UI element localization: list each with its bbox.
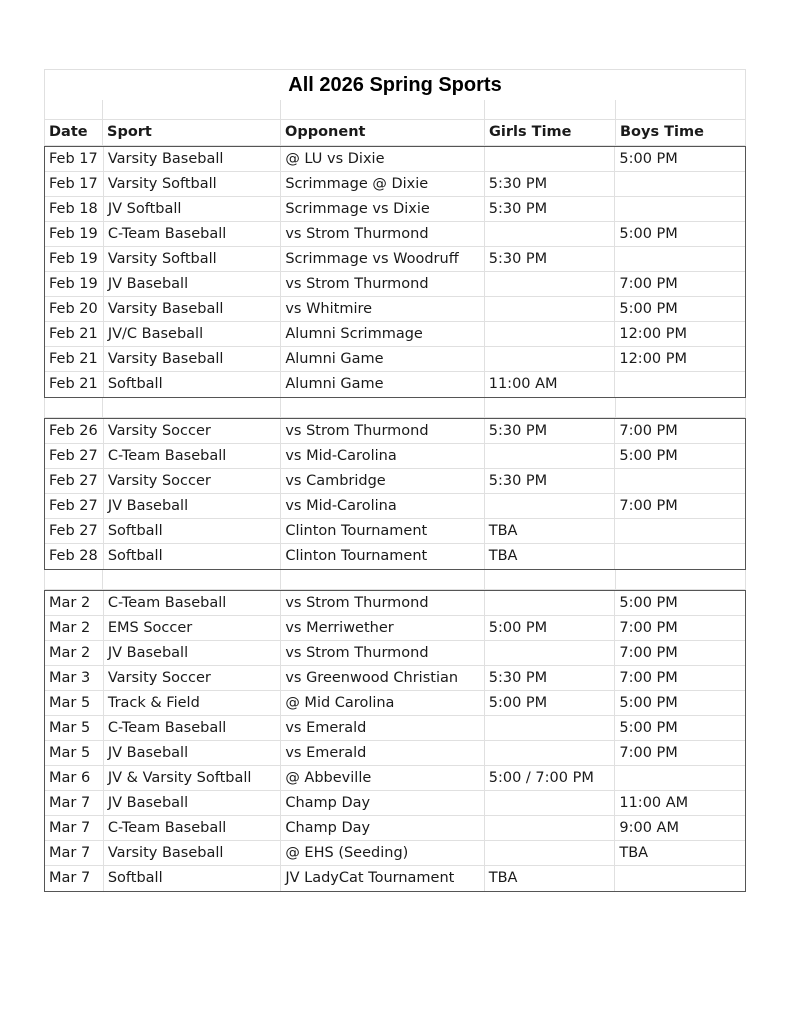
- date-cell: Feb 17: [45, 172, 104, 197]
- sport-cell: Varsity Baseball: [104, 347, 281, 372]
- date-cell: Feb 27: [45, 519, 104, 544]
- girls-time-cell: [485, 791, 616, 816]
- schedule-group: [44, 418, 746, 570]
- opponent-cell: Scrimmage vs Dixie: [281, 197, 484, 222]
- boys-time-cell: 7:00 PM: [615, 272, 745, 297]
- header-boys-time: Boys Time: [616, 120, 746, 146]
- opponent-cell: vs Strom Thurmond: [281, 272, 484, 297]
- opponent-cell: Alumni Game: [281, 347, 484, 372]
- sport-cell: Varsity Softball: [104, 172, 281, 197]
- date-cell: Mar 5: [45, 716, 104, 741]
- sport-cell: C-Team Baseball: [104, 816, 281, 841]
- table-row: [45, 641, 745, 666]
- gap-row: [44, 570, 746, 590]
- table-row: [45, 791, 745, 816]
- sport-cell: JV/C Baseball: [104, 322, 281, 347]
- sport-cell: Varsity Soccer: [104, 469, 281, 494]
- header-opponent: Opponent: [281, 120, 485, 146]
- date-cell: Feb 27: [45, 469, 104, 494]
- opponent-cell: @ Mid Carolina: [281, 691, 484, 716]
- sport-cell: Varsity Soccer: [104, 419, 281, 444]
- boys-time-cell: 7:00 PM: [615, 419, 745, 444]
- boys-time-cell: 5:00 PM: [615, 591, 745, 616]
- boys-time-cell: 5:00 PM: [615, 147, 745, 172]
- table-row: [45, 741, 745, 766]
- table-row: [45, 419, 745, 444]
- sport-cell: EMS Soccer: [104, 616, 281, 641]
- girls-time-cell: 5:00 PM: [485, 691, 616, 716]
- table-row: [45, 322, 745, 347]
- boys-time-cell: 11:00 AM: [615, 791, 745, 816]
- sport-cell: C-Team Baseball: [104, 591, 281, 616]
- girls-time-cell: [485, 641, 616, 666]
- girls-time-cell: [485, 741, 616, 766]
- sport-cell: Varsity Softball: [104, 247, 281, 272]
- date-cell: Feb 28: [45, 544, 104, 569]
- gap-row: [44, 398, 746, 418]
- sport-cell: C-Team Baseball: [104, 444, 281, 469]
- schedule-body: [44, 146, 746, 892]
- table-row: [45, 197, 745, 222]
- opponent-cell: Scrimmage vs Woodruff: [281, 247, 484, 272]
- girls-time-cell: [485, 494, 616, 519]
- date-cell: Mar 2: [45, 616, 104, 641]
- table-row: [45, 866, 745, 891]
- boys-time-cell: 5:00 PM: [615, 716, 745, 741]
- boys-time-cell: [615, 172, 745, 197]
- sport-cell: JV Baseball: [104, 272, 281, 297]
- blank-row: [44, 100, 746, 120]
- table-row: [45, 716, 745, 741]
- opponent-cell: Champ Day: [281, 816, 484, 841]
- sport-cell: Varsity Baseball: [104, 147, 281, 172]
- opponent-cell: JV LadyCat Tournament: [281, 866, 484, 891]
- table-row: [45, 297, 745, 322]
- header-row: [44, 120, 746, 146]
- date-cell: Mar 2: [45, 591, 104, 616]
- table-row: [45, 469, 745, 494]
- boys-time-cell: 5:00 PM: [615, 691, 745, 716]
- date-cell: Mar 5: [45, 691, 104, 716]
- table-row: [45, 372, 745, 397]
- date-cell: Feb 27: [45, 444, 104, 469]
- girls-time-cell: 5:30 PM: [485, 666, 616, 691]
- date-cell: Feb 19: [45, 247, 104, 272]
- girls-time-cell: [485, 272, 616, 297]
- table-row: [45, 272, 745, 297]
- date-cell: Feb 19: [45, 222, 104, 247]
- boys-time-cell: 7:00 PM: [615, 641, 745, 666]
- sport-cell: Softball: [104, 866, 281, 891]
- table-row: [45, 147, 745, 172]
- boys-time-cell: 5:00 PM: [615, 297, 745, 322]
- sport-cell: JV Softball: [104, 197, 281, 222]
- opponent-cell: @ LU vs Dixie: [281, 147, 484, 172]
- date-cell: Feb 21: [45, 372, 104, 397]
- girls-time-cell: 5:30 PM: [485, 419, 616, 444]
- boys-time-cell: 5:00 PM: [615, 222, 745, 247]
- sport-cell: Varsity Baseball: [104, 841, 281, 866]
- girls-time-cell: 5:30 PM: [485, 172, 616, 197]
- opponent-cell: @ EHS (Seeding): [281, 841, 484, 866]
- schedule-group: [44, 590, 746, 892]
- opponent-cell: @ Abbeville: [281, 766, 484, 791]
- table-row: [45, 247, 745, 272]
- boys-time-cell: 7:00 PM: [615, 494, 745, 519]
- boys-time-cell: 7:00 PM: [615, 616, 745, 641]
- opponent-cell: vs Mid-Carolina: [281, 444, 484, 469]
- date-cell: Mar 2: [45, 641, 104, 666]
- opponent-cell: Alumni Game: [281, 372, 484, 397]
- sport-cell: Track & Field: [104, 691, 281, 716]
- sport-cell: C-Team Baseball: [104, 716, 281, 741]
- opponent-cell: Clinton Tournament: [281, 544, 484, 569]
- date-cell: Mar 7: [45, 866, 104, 891]
- table-row: [45, 766, 745, 791]
- header-sport: Sport: [103, 120, 281, 146]
- date-cell: Feb 27: [45, 494, 104, 519]
- date-cell: Mar 3: [45, 666, 104, 691]
- date-cell: Mar 7: [45, 791, 104, 816]
- date-cell: Mar 7: [45, 816, 104, 841]
- girls-time-cell: TBA: [485, 866, 616, 891]
- opponent-cell: Alumni Scrimmage: [281, 322, 484, 347]
- date-cell: Feb 21: [45, 347, 104, 372]
- girls-time-cell: 5:00 / 7:00 PM: [485, 766, 616, 791]
- girls-time-cell: [485, 816, 616, 841]
- header-girls-time: Girls Time: [485, 120, 616, 146]
- sport-cell: JV Baseball: [104, 494, 281, 519]
- girls-time-cell: [485, 147, 616, 172]
- girls-time-cell: [485, 591, 616, 616]
- boys-time-cell: [615, 469, 745, 494]
- opponent-cell: vs Mid-Carolina: [281, 494, 484, 519]
- schedule-group: [44, 146, 746, 398]
- opponent-cell: vs Strom Thurmond: [281, 419, 484, 444]
- table-row: [45, 816, 745, 841]
- schedule-sheet: [44, 69, 746, 892]
- boys-time-cell: [615, 372, 745, 397]
- boys-time-cell: 12:00 PM: [615, 322, 745, 347]
- boys-time-cell: 7:00 PM: [615, 741, 745, 766]
- table-row: [45, 519, 745, 544]
- boys-time-cell: [615, 519, 745, 544]
- table-row: [45, 544, 745, 569]
- table-row: [45, 691, 745, 716]
- table-row: [45, 444, 745, 469]
- header-date: Date: [44, 120, 103, 146]
- table-row: [45, 347, 745, 372]
- sport-cell: Softball: [104, 372, 281, 397]
- date-cell: Mar 7: [45, 841, 104, 866]
- girls-time-cell: TBA: [485, 544, 616, 569]
- opponent-cell: vs Cambridge: [281, 469, 484, 494]
- girls-time-cell: [485, 222, 616, 247]
- boys-time-cell: [615, 766, 745, 791]
- table-row: [45, 172, 745, 197]
- sport-cell: JV & Varsity Softball: [104, 766, 281, 791]
- table-row: [45, 841, 745, 866]
- table-row: [45, 494, 745, 519]
- opponent-cell: vs Merriwether: [281, 616, 484, 641]
- girls-time-cell: [485, 297, 616, 322]
- opponent-cell: Champ Day: [281, 791, 484, 816]
- girls-time-cell: [485, 716, 616, 741]
- date-cell: Feb 17: [45, 147, 104, 172]
- girls-time-cell: 5:30 PM: [485, 247, 616, 272]
- sport-cell: JV Baseball: [104, 791, 281, 816]
- sport-cell: JV Baseball: [104, 641, 281, 666]
- girls-time-cell: [485, 444, 616, 469]
- title-cell: [44, 69, 746, 100]
- boys-time-cell: [615, 197, 745, 222]
- sport-cell: Varsity Soccer: [104, 666, 281, 691]
- girls-time-cell: [485, 347, 616, 372]
- opponent-cell: vs Strom Thurmond: [281, 641, 484, 666]
- opponent-cell: vs Emerald: [281, 716, 484, 741]
- opponent-cell: vs Emerald: [281, 741, 484, 766]
- opponent-cell: vs Greenwood Christian: [281, 666, 484, 691]
- table-row: [45, 666, 745, 691]
- girls-time-cell: TBA: [485, 519, 616, 544]
- date-cell: Mar 6: [45, 766, 104, 791]
- boys-time-cell: 12:00 PM: [615, 347, 745, 372]
- table-row: [45, 616, 745, 641]
- boys-time-cell: 9:00 AM: [615, 816, 745, 841]
- boys-time-cell: [615, 866, 745, 891]
- sport-cell: C-Team Baseball: [104, 222, 281, 247]
- date-cell: Feb 18: [45, 197, 104, 222]
- opponent-cell: vs Strom Thurmond: [281, 591, 484, 616]
- girls-time-cell: [485, 322, 616, 347]
- opponent-cell: Scrimmage @ Dixie: [281, 172, 484, 197]
- opponent-cell: vs Whitmire: [281, 297, 484, 322]
- girls-time-cell: 5:00 PM: [485, 616, 616, 641]
- date-cell: Feb 20: [45, 297, 104, 322]
- sport-cell: Softball: [104, 519, 281, 544]
- date-cell: Feb 19: [45, 272, 104, 297]
- girls-time-cell: 11:00 AM: [485, 372, 616, 397]
- sport-cell: Varsity Baseball: [104, 297, 281, 322]
- girls-time-cell: 5:30 PM: [485, 197, 616, 222]
- table-row: [45, 222, 745, 247]
- table-row: [45, 591, 745, 616]
- boys-time-cell: TBA: [615, 841, 745, 866]
- opponent-cell: Clinton Tournament: [281, 519, 484, 544]
- sport-cell: Softball: [104, 544, 281, 569]
- boys-time-cell: 5:00 PM: [615, 444, 745, 469]
- boys-time-cell: [615, 247, 745, 272]
- date-cell: Feb 26: [45, 419, 104, 444]
- date-cell: Mar 5: [45, 741, 104, 766]
- sport-cell: JV Baseball: [104, 741, 281, 766]
- opponent-cell: vs Strom Thurmond: [281, 222, 484, 247]
- boys-time-cell: 7:00 PM: [615, 666, 745, 691]
- boys-time-cell: [615, 544, 745, 569]
- girls-time-cell: 5:30 PM: [485, 469, 616, 494]
- date-cell: Feb 21: [45, 322, 104, 347]
- girls-time-cell: [485, 841, 616, 866]
- sheet-title: All 2026 Spring Sports: [288, 73, 502, 96]
